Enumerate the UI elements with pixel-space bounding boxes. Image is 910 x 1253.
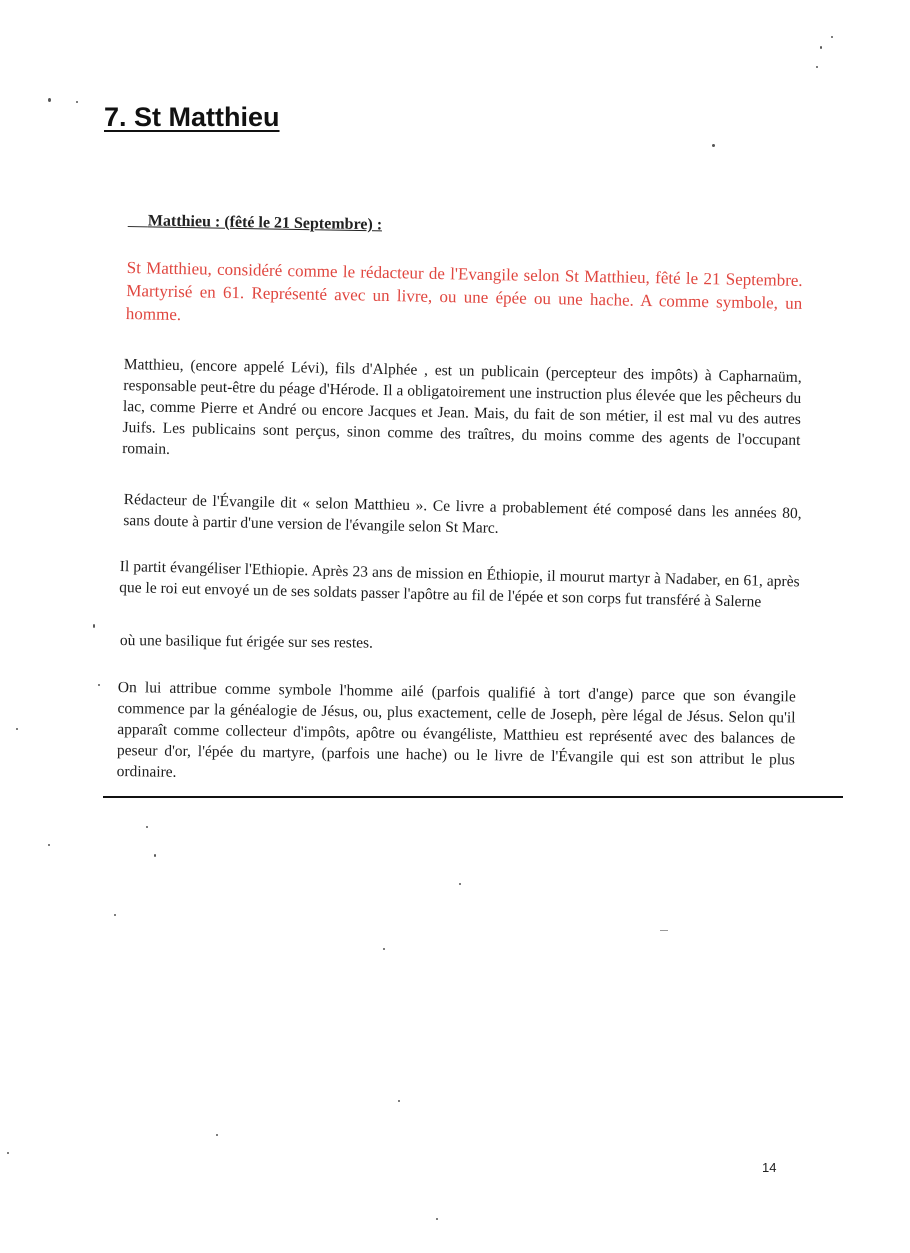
scan-speck [216, 1134, 218, 1136]
scan-speck [16, 728, 18, 730]
paragraph-symbol: On lui attribue comme symbole l'homme ailé (parfois qualifié à tort d'ange) parce que son évangile commence par la généalogie de Jésus, ou, plus exactement, celle de Joseph, père légal de Jésus. Selon qu'il apparaît comme collecteur d'impôts, apôtre ou évangéliste, Matthieu est représenté avec des balances de peseur d'or, l'épée du martyre, (parfois une hache) ou le livre de l'Évangile qui est son attribut le plus ordinaire. [116, 678, 796, 781]
scan-speck [48, 844, 50, 846]
scan-speck [93, 624, 95, 628]
scan-speck [820, 46, 822, 49]
scan-speck [146, 826, 148, 828]
highlight-paragraph: St Matthieu, considéré comme le rédacteur de l'Evangile selon St Matthieu, fêté le 21 Septembre. Martyrisé en 61. Représenté avec un livre, ou une épée ou une hache. A comme symbole, un homme. [125, 257, 803, 325]
scan-speck [98, 684, 100, 686]
scan-speck [383, 948, 385, 950]
paragraph-biography: Matthieu, (encore appelé Lévi), fils d'Alphée , est un publicain (percepteur des impôts) à Capharnaüm, responsable peut-être du péage d'Hérode. Il a obligatoirement une instruction plus élevée que les pêcheurs du lac, comme Pierre et André ou encore Jacques et Jean. Mais, du fait de son métier, il est mal vu des autres Juifs. Les publicains sont perçus, sinon comme des traîtres, du moins comme des agents de l'occupant romain. [122, 355, 802, 458]
scan-speck [154, 854, 156, 857]
heading-lead-line [128, 226, 148, 227]
paragraph-basilica: où une basilique fut érigée sur ses restes. [119, 631, 374, 652]
scan-speck [7, 1152, 9, 1154]
scan-speck [114, 914, 116, 916]
section-heading-text: Matthieu : (fêté le 21 Septembre) : [147, 212, 383, 234]
scan-speck [831, 36, 833, 38]
page-title: 7. St Matthieu [104, 102, 280, 132]
paragraph-gospel: Rédacteur de l'Évangile dit « selon Matthieu ». Ce livre a probablement été composé dans les années 80, sans doute à partir d'une version de l'évangile selon St Marc. [123, 490, 802, 537]
scan-speck [816, 66, 818, 68]
scan-speck [660, 930, 668, 931]
scan-speck [712, 144, 715, 147]
paragraph-mission: Il partit évangéliser l'Ethiopie. Après 23 ans de mission en Éthiopie, il mourut martyr à Nadaber, en 61, après que le roi eut envoyé un de ses soldats passer l'apôtre au fil de l'épée et son corps fut transféré à Salerne [119, 557, 800, 611]
scan-speck [398, 1100, 400, 1102]
page-number: 14 [762, 1160, 777, 1175]
scan-speck [459, 883, 461, 885]
scan-speck [48, 98, 51, 102]
scan-speck [76, 101, 78, 103]
scan-speck [436, 1218, 438, 1220]
section-divider [103, 796, 843, 798]
section-heading [128, 212, 383, 234]
